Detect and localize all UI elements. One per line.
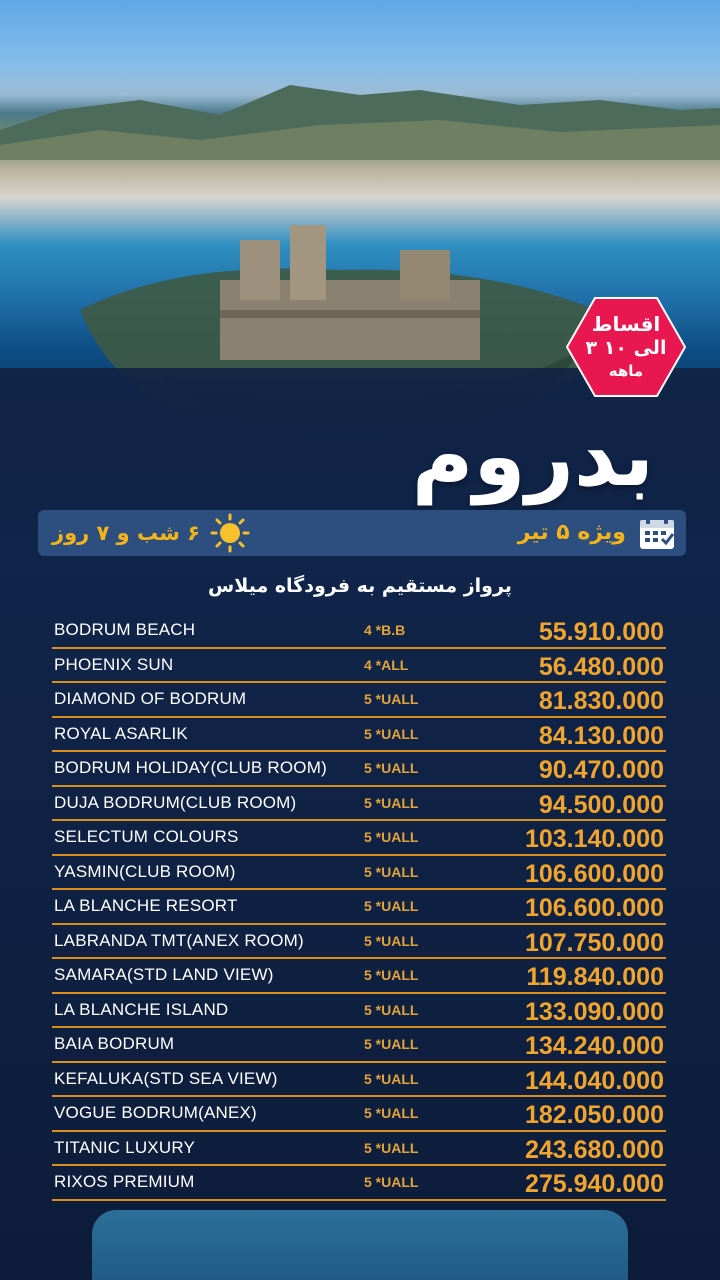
mountains-illustration [0,70,720,160]
hotel-board: 4 *B.B [364,622,406,638]
date-label: ویژه ۵ تیر [517,520,626,545]
hotel-price: 243.680.000 [524,1135,664,1164]
hotel-name: BODRUM BEACH [54,620,196,639]
hotel-board: 5 *UALL [364,829,419,845]
hotel-price: 106.600.000 [524,894,664,922]
hotel-row [52,959,666,994]
hotel-board: 5 *UALL [364,898,419,914]
hotel-row [52,683,666,718]
hotel-board: 5 *UALL [364,1174,419,1190]
hotel-board: 5 *UALL [364,1139,419,1156]
hotel-row [52,1063,666,1098]
hotel-price: 133.090.000 [524,997,664,1026]
flight-note: پرواز مستقیم به فرودگاه میلاس [208,575,512,597]
hotel-price: 144.040.000 [524,1066,664,1095]
hotel-row [52,994,666,1029]
hotel-price: 84.130.000 [538,721,664,750]
hotel-name: LA BLANCHE RESORT [54,896,238,915]
bottom-card [92,1210,628,1280]
hotel-price: 107.750.000 [524,928,664,957]
hotel-price: 103.140.000 [524,825,664,853]
hotel-row [52,752,666,787]
sun-icon [210,513,250,553]
hotel-row [52,1097,666,1132]
installment-range: ۳ الی ۱۰ [585,337,667,359]
hotel-board: 5 *UALL [364,691,419,707]
duration-label: ۶ شب و ۷ روز [52,521,201,545]
hotel-name: VOGUE BODRUM(ANEX) [54,1103,257,1122]
installment-title: اقساط [591,312,661,336]
hotel-name: RIXOS PREMIUM [54,1172,195,1191]
hotel-name: ROYAL ASARLIK [54,723,188,743]
hotel-row [52,821,666,856]
hotel-name: KEFALUKA(STD SEA VIEW) [54,1068,278,1088]
hotel-board: 5 *UALL [364,725,419,742]
hotel-board: 5 *UALL [364,760,419,776]
calendar-icon [638,515,676,551]
hotel-price: 56.480.000 [538,652,664,681]
hotel-board: 5 *UALL [364,967,419,983]
hotel-price: 134.240.000 [524,1032,664,1060]
hotel-price: 275.940.000 [524,1170,664,1198]
hotel-row [52,1132,666,1167]
hotel-price: 90.470.000 [538,756,664,784]
hotel-board: 5 *UALL [364,863,419,880]
info-bar [38,510,686,556]
hotel-name: DUJA BODRUM(CLUB ROOM) [54,792,297,812]
castle-illustration [200,220,500,370]
hotel-row [52,787,666,822]
hotel-price: 55.910.000 [538,618,664,646]
hotel-board: 5 *UALL [364,932,419,949]
hotel-name: PHOENIX SUN [54,654,174,674]
hotel-row [52,890,666,925]
hotel-price: 94.500.000 [538,790,664,819]
hotel-board: 5 *UALL [364,794,419,811]
hotel-board: 4 *ALL [364,656,409,673]
destination-title: بدروم [411,407,654,505]
hotel-name: DIAMOND OF BODRUM [54,689,247,708]
hotel-price: 106.600.000 [524,859,664,888]
hotel-name: LA BLANCHE ISLAND [54,999,229,1019]
hotel-row [52,614,666,649]
hotel-board: 5 *UALL [364,1070,419,1087]
installment-unit: ماهه [608,362,644,380]
hotel-row [52,1166,666,1201]
hotel-price: 182.050.000 [524,1101,664,1129]
hotel-row [52,718,666,753]
hotel-name: SELECTUM COLOURS [54,827,239,846]
hotel-price: 81.830.000 [538,687,664,715]
hotel-row [52,856,666,891]
hotel-board: 5 *UALL [364,1036,419,1052]
installment-badge [565,312,687,382]
hotel-board: 5 *UALL [364,1001,419,1018]
hotel-name: YASMIN(CLUB ROOM) [54,861,236,881]
hotel-row [52,1028,666,1063]
hotel-name: SAMARA(STD LAND VIEW) [54,965,274,984]
hotel-name: BAIA BODRUM [54,1034,175,1053]
hotel-price: 119.840.000 [526,963,664,991]
hotel-name: BODRUM HOLIDAY(CLUB ROOM) [54,758,327,777]
hotel-price-list [52,614,666,1201]
hotel-row [52,649,666,684]
hotel-row [52,925,666,960]
hotel-name: TITANIC LUXURY [54,1137,196,1157]
hotel-board: 5 *UALL [364,1105,419,1121]
hotel-name: LABRANDA TMT(ANEX ROOM) [54,930,304,950]
